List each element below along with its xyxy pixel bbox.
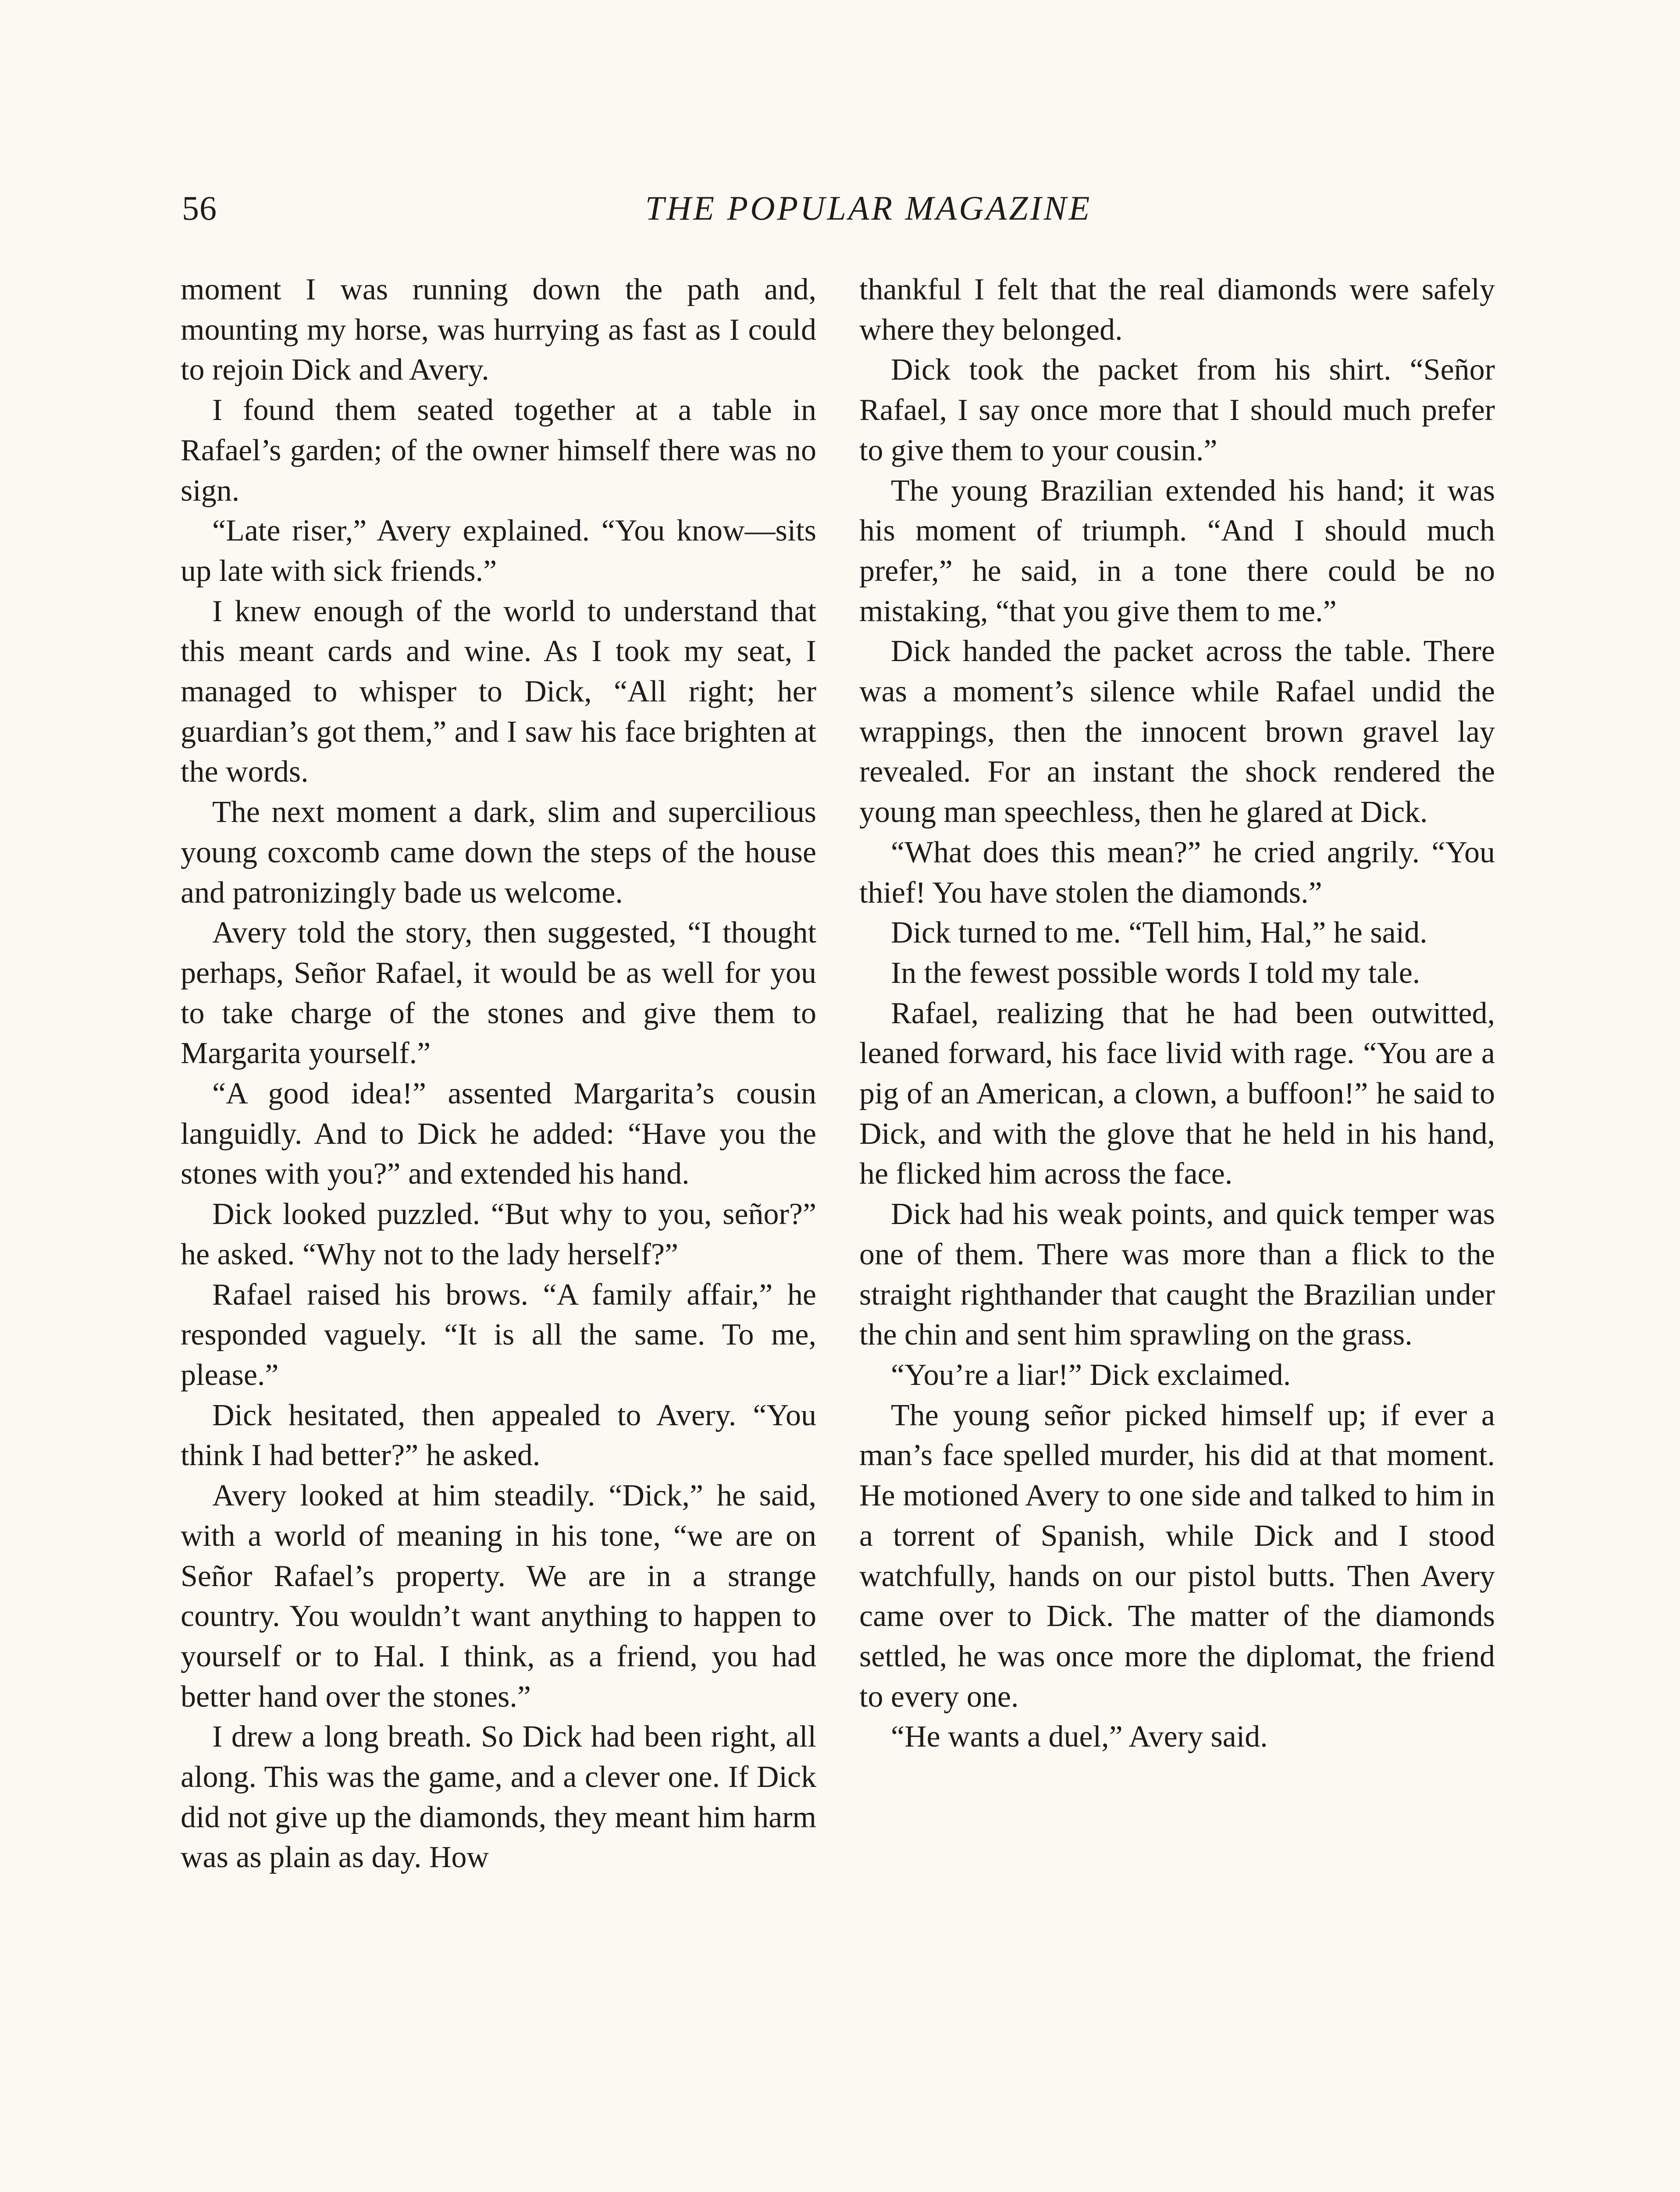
paragraph: Dick took the packet from his shirt. “Señor Rafael, I say once more that I should much prefer to give them to your cousin.” — [859, 353, 1495, 467]
paragraph: “You’re a liar!” Dick exclaimed. — [891, 1358, 1291, 1392]
paragraph: Dick handed the packet across the table. There was a moment’s silence while Rafael undid the wrappings, then the innocent brown gravel lay revealed. For an instant the shock rendered the young man speechless, then he glared at Dick. — [859, 634, 1495, 829]
paragraph: I drew a long breath. So Dick had been right, all along. This was the game, and a clever one. If Dick did not give up the diamonds, they meant him harm was as plain as day. How — [181, 1720, 816, 1875]
paragraph: “A good idea!” assented Margarita’s cousin languidly. And to Dick he added: “Have you the stones with you?” and extended his hand. — [181, 1077, 816, 1191]
paragraph: I found them seated together at a table in Rafael’s garden; of the owner himself there was no sign. — [181, 393, 816, 508]
paragraph: I knew enough of the world to understand that this meant cards and wine. As I took my seat, I managed to whisper to Dick, “All right; her guardian’s got them,” and I saw his face brighten at the words. — [181, 594, 816, 789]
paragraph: Avery told the story, then suggested, “I thought perhaps, Señor Rafael, it would be as well for you to take charge of the stones and give them to Margarita yourself.” — [181, 916, 816, 1071]
page-number: 56 — [182, 189, 217, 227]
paragraph: thankful I felt that the real diamonds were safely where they belonged. — [859, 273, 1495, 347]
paragraph: Dick hesitated, then appealed to Avery. “You think I had better?” he asked. — [181, 1398, 816, 1473]
paragraph: moment I was running down the path and, mounting my horse, was hurrying as fast as I could to rejoin Dick and Avery. — [181, 273, 816, 387]
paragraph: “Late riser,” Avery explained. “You know—sits up late with sick friends.” — [181, 514, 816, 588]
left-column — [181, 270, 816, 1878]
paragraph: Rafael, realizing that he had been outwitted, leaned forward, his face livid with rage. “You are a pig of an American, a clown, a buffoon!” he said to Dick, and with the glove that he held in his hand, he flicked him across the face. — [859, 996, 1495, 1191]
paragraph: Dick looked puzzled. “But why to you, señor?” he asked. “Why not to the lady herself?” — [181, 1197, 816, 1271]
paragraph: The young Brazilian extended his hand; it was his moment of triumph. “And I should much prefer,” he said, in a tone there could be no mistaking, “that you give them to me.” — [859, 473, 1495, 628]
right-column — [859, 270, 1495, 1757]
paragraph: “What does this mean?” he cried angrily. “You thief! You have stolen the diamonds.” — [859, 835, 1495, 910]
paragraph: Dick had his weak points, and quick temper was one of them. There was more than a flick to the straight righthander that caught the Brazilian under the chin and sent him sprawling on the grass. — [859, 1197, 1495, 1352]
paragraph: Avery looked at him steadily. “Dick,” he said, with a world of meaning in his tone, “we are on Señor Rafael’s property. We are in a strange country. You wouldn’t want anything to happen to yourself or to Hal. I think, as a friend, you had better hand over the stones.” — [181, 1479, 816, 1714]
paragraph: Dick turned to me. “Tell him, Hal,” he said. — [891, 916, 1427, 950]
paragraph: “He wants a duel,” Avery said. — [891, 1720, 1268, 1754]
paragraph: The next moment a dark, slim and supercilious young coxcomb came down the steps of the house and patronizingly bade us welcome. — [181, 795, 816, 910]
paragraph: Rafael raised his brows. “A family affair,” he responded vaguely. “It is all the same. To me, please.” — [181, 1277, 816, 1392]
running-head: THE POPULAR MAGAZINE — [645, 189, 1092, 227]
paragraph: In the fewest possible words I told my tale. — [891, 956, 1420, 990]
paragraph: The young señor picked himself up; if ever a man’s face spelled murder, his did at that moment. He motioned Avery to one side and talked to him in a torrent of Spanish, while Dick and I stood watchfully, hands on our pistol butts. Then Avery came over to Dick. The matter of the diamonds settled, he was once more the diplomat, the friend to every one. — [859, 1398, 1495, 1714]
